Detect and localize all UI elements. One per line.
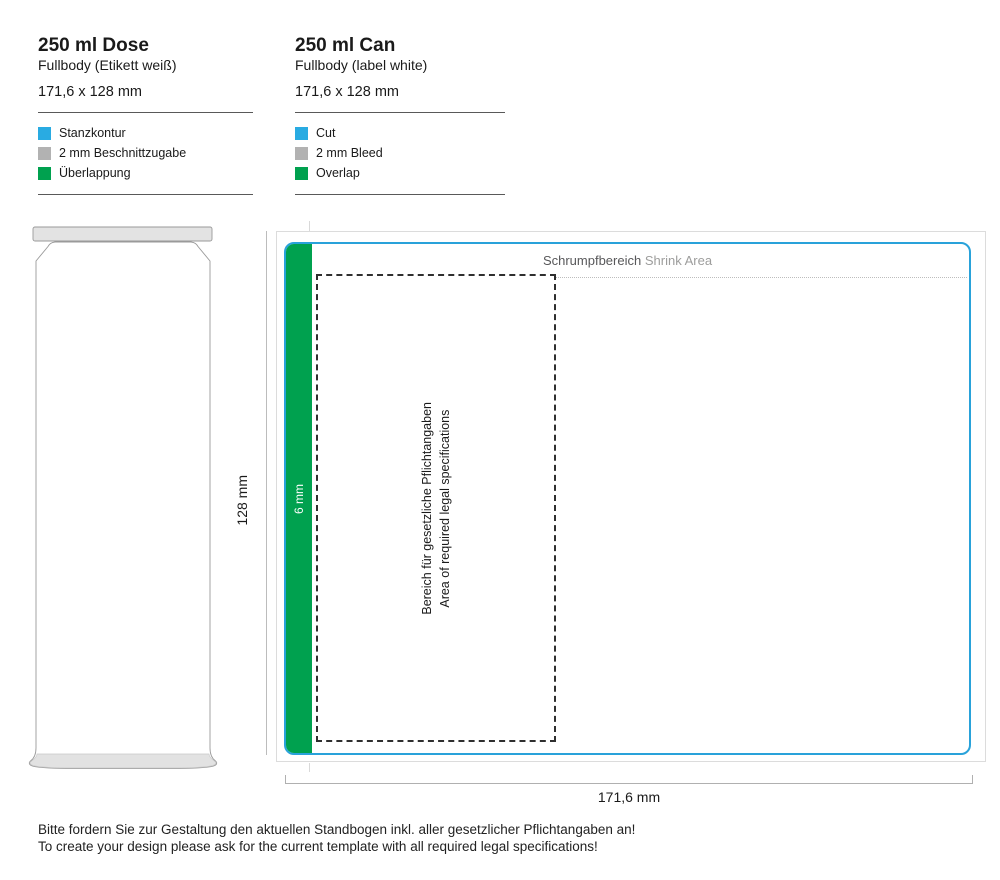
can-bottom-rim: [30, 754, 215, 768]
legal-area-box: [316, 274, 556, 742]
footer-note-en: To create your design please ask for the current template with all required legal specifications!: [38, 839, 598, 854]
panel-en-size: 171,6 x 128 mm: [295, 84, 399, 100]
legal-area-label-de: Bereich für gesetzliche Pflichtangaben: [420, 401, 434, 615]
width-dimension-tick-left: [285, 775, 286, 783]
panel-de-size: 171,6 x 128 mm: [38, 84, 142, 100]
legend-label: Stanzkontur: [59, 126, 126, 140]
legend-label: Cut: [316, 126, 336, 140]
legend-row-bleed: [295, 147, 383, 160]
can-lid: [33, 227, 212, 241]
panel-de: [38, 36, 253, 201]
bleed-color-chip: [295, 147, 308, 160]
cut-color-chip: [38, 127, 51, 140]
panel-de-subtitle: Fullbody (Etikett weiß): [38, 57, 177, 73]
height-dimension-line: [266, 231, 267, 755]
legend-row-bleed: [38, 147, 186, 160]
height-dimension-label: [234, 430, 250, 570]
divider: [38, 194, 253, 195]
overlap-color-chip: [38, 167, 51, 180]
legend-row-overlap: [38, 167, 131, 180]
legal-area-label-en: Area of required legal specifications: [438, 408, 452, 608]
panel-de-title: 250 ml Dose: [38, 35, 149, 56]
legend-row-cut: [38, 127, 126, 140]
shrink-area-label: [286, 253, 969, 268]
can-body: [29, 242, 216, 769]
overlap-width-label: 6 mm: [292, 483, 306, 514]
legend-row-overlap: [295, 167, 360, 180]
legend-label: Overlap: [316, 166, 360, 180]
cut-color-chip: [295, 127, 308, 140]
bleed-color-chip: [38, 147, 51, 160]
panel-en-subtitle: Fullbody (label white): [295, 57, 428, 73]
width-dimension-line: [285, 783, 973, 784]
divider: [295, 112, 505, 113]
shrink-area-label-en: Shrink Area: [644, 253, 713, 268]
legend-label: Überlappung: [59, 166, 131, 180]
can-figure: [28, 224, 220, 772]
legend-label: 2 mm Beschnittzugabe: [59, 146, 187, 160]
width-dimension-label: 171,6 mm: [597, 789, 661, 805]
legal-area-text: [418, 402, 454, 615]
shrink-area-label-de: Schrumpfbereich: [542, 253, 642, 268]
panel-en: [295, 36, 505, 201]
divider: [38, 112, 253, 113]
footer-note-de: Bitte fordern Sie zur Gestaltung den aktuellen Standbogen inkl. aller gesetzlicher Pflichtangaben an!: [38, 822, 636, 837]
legal-area-inner: [318, 276, 554, 740]
witness-line-bottom: [309, 763, 310, 772]
height-dimension-value: 128 mm: [234, 474, 250, 526]
witness-line-top: [309, 221, 310, 231]
panel-en-title: 250 ml Can: [295, 35, 396, 56]
overlap-color-chip: [295, 167, 308, 180]
width-dimension-tick-right: [972, 775, 973, 783]
footer-note: [38, 821, 635, 855]
legend-row-cut: [295, 127, 335, 140]
legend-label: 2 mm Bleed: [316, 146, 383, 160]
divider: [295, 194, 505, 195]
overlap-strip: [286, 244, 312, 753]
